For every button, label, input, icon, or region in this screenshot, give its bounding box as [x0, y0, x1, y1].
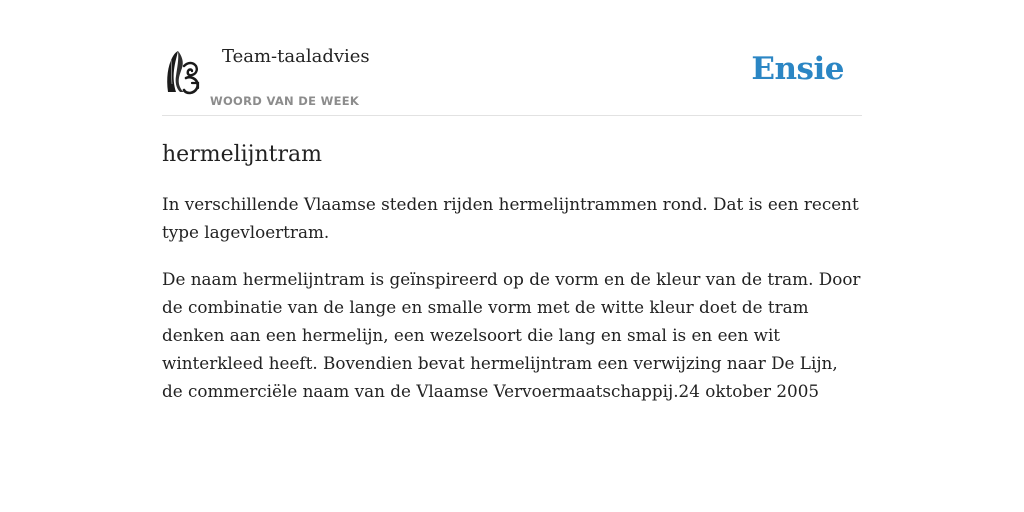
brand-logo[interactable]: Ensie [751, 51, 844, 87]
definition-paragraph: In verschillende Vlaamse steden rijden hermelijntrammen rond. Dat is een recent type lagevloertram. [162, 194, 859, 242]
explanation-paragraph: De naam hermelijntram is geïnspireerd op de vorm en de kleur van de tram. Door de combinatie van de lange en smalle vorm met de witte kleur doet de tram denken aan een hermelijn, een wezelsoort die lang en smal is en een wit winterkleed heeft. Bovendien bevat hermelijntram een verwijzing naar De Lijn, de commerciële naam van de Vlaamse Vervoermaatschappij.24 oktober 2005 [162, 269, 861, 401]
site-name[interactable]: Team-taaladvies [222, 46, 370, 67]
word-card [162, 40, 862, 405]
flemish-lion-icon [162, 48, 202, 96]
card-header [162, 40, 862, 116]
word-title: hermelijntram [162, 142, 322, 167]
section-label: WOORD VAN DE WEEK [210, 94, 360, 108]
